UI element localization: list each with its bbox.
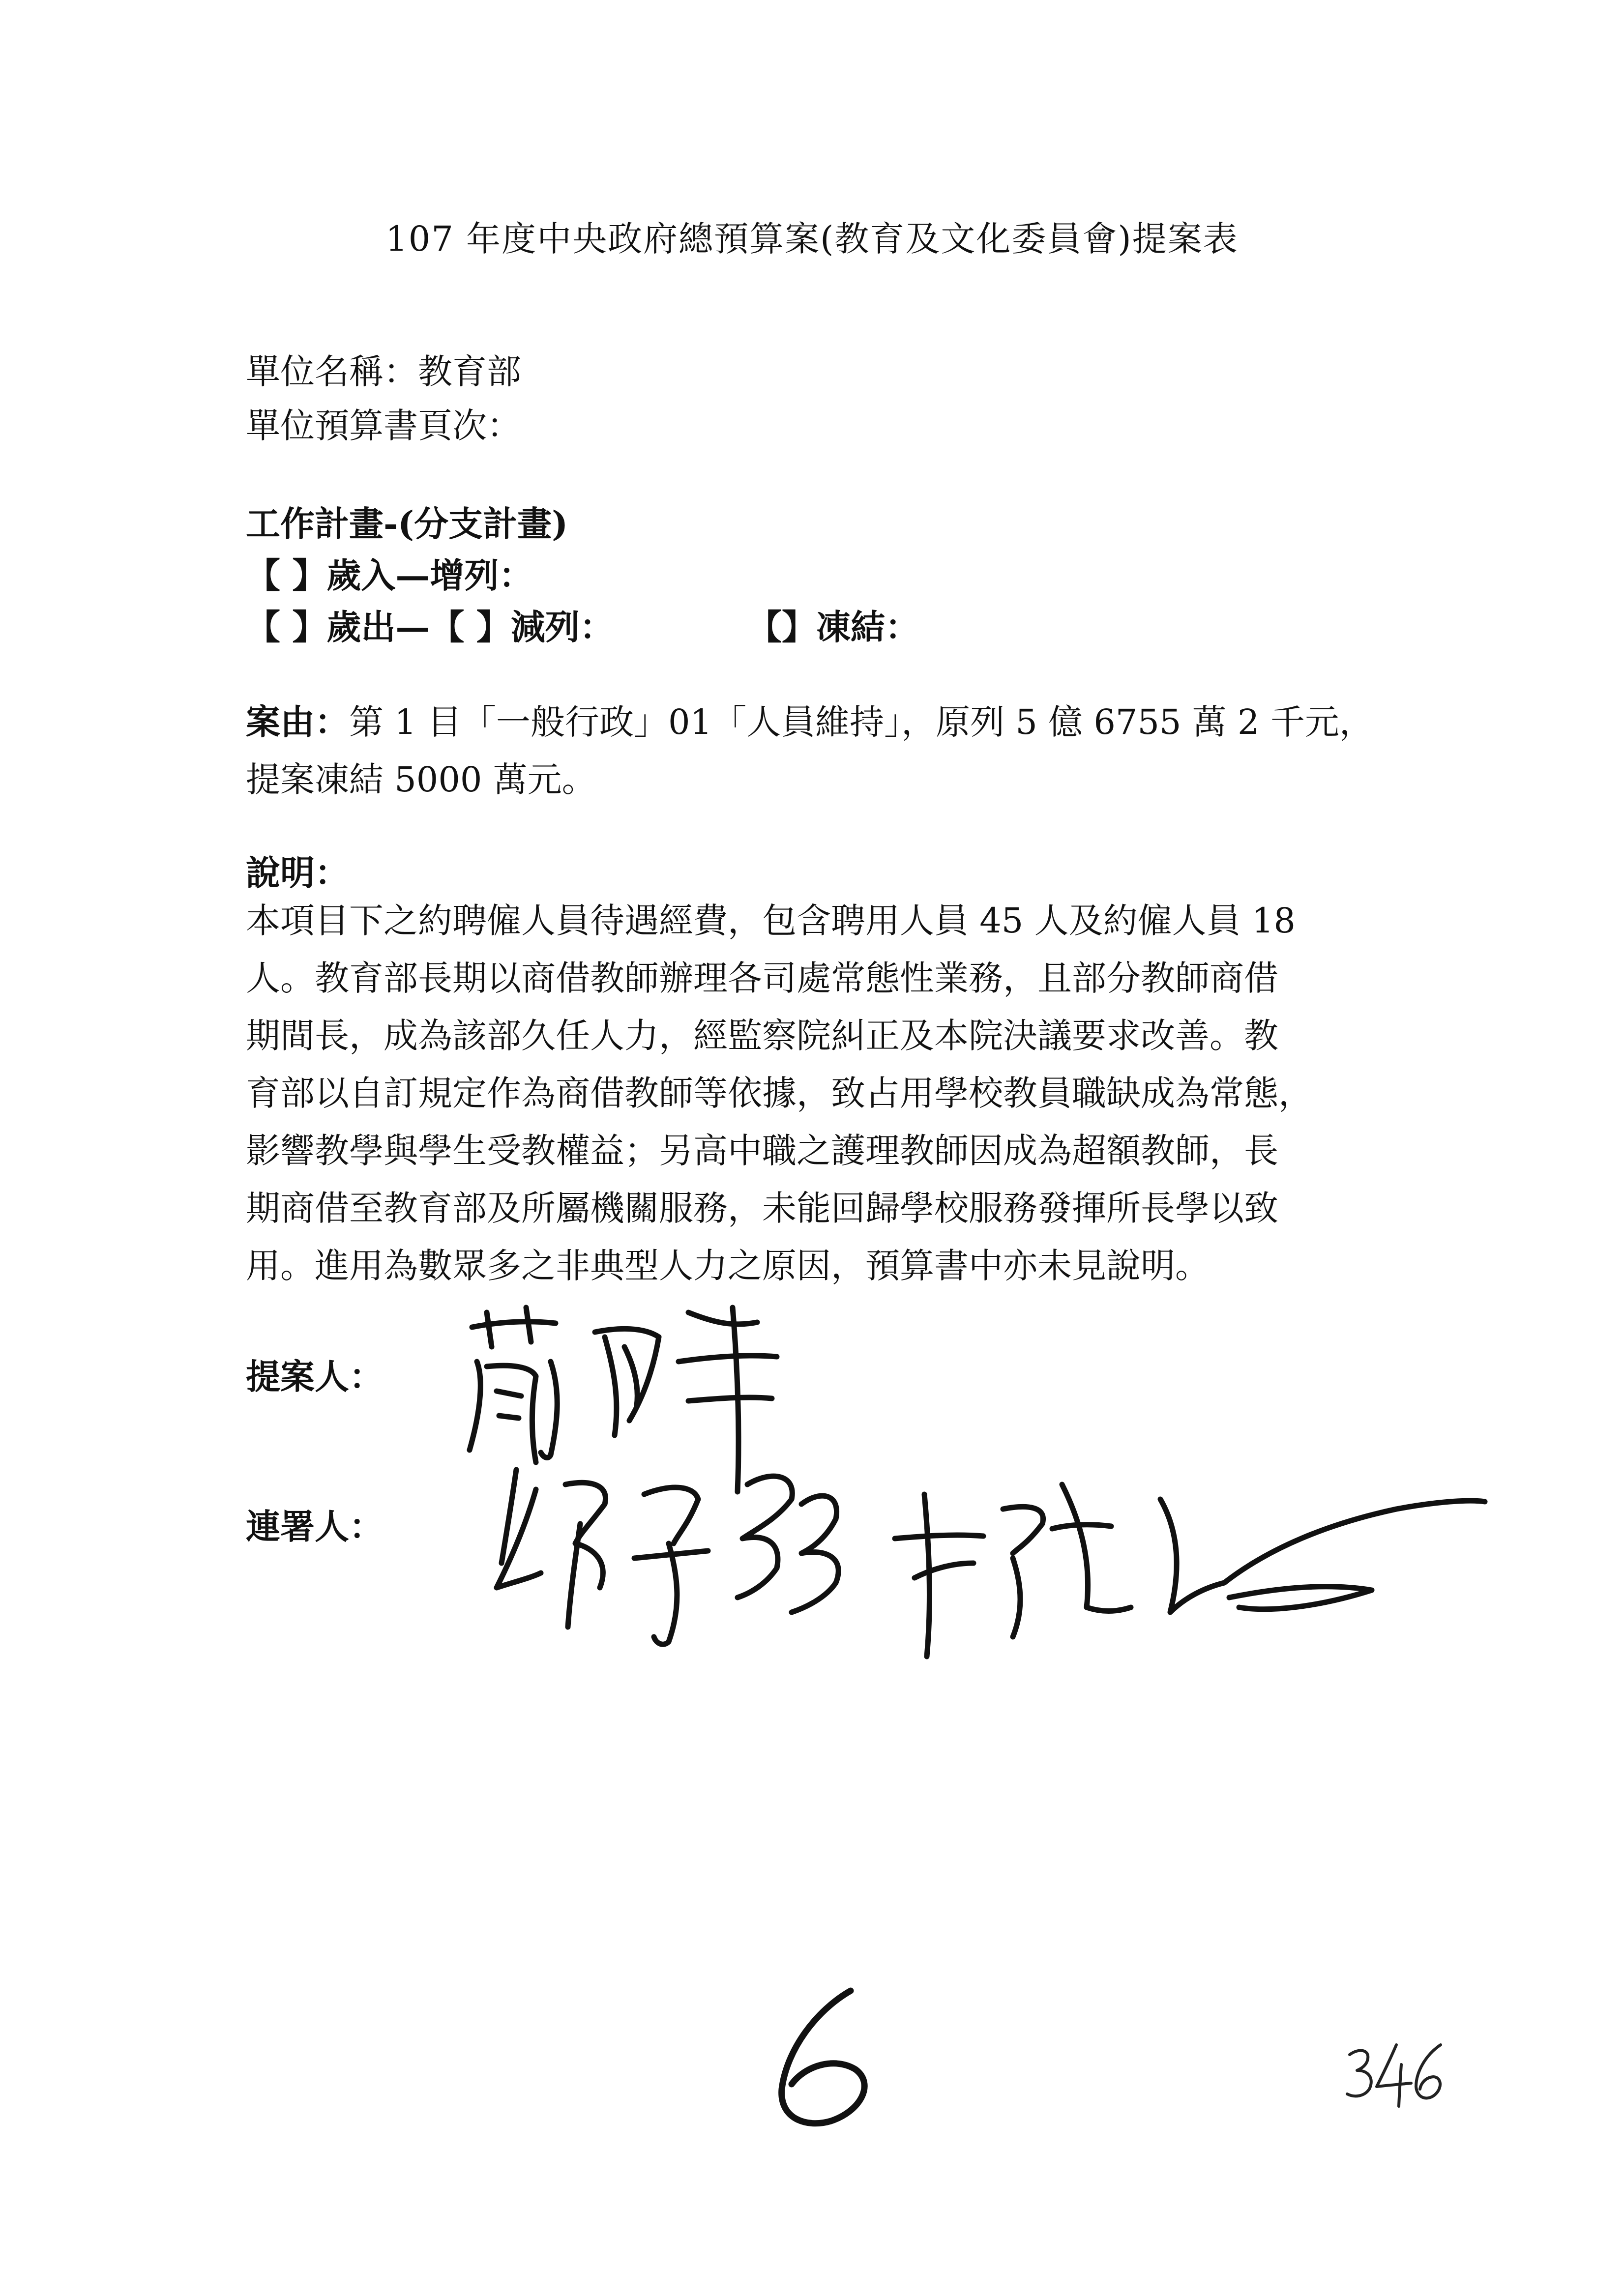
cosigner-signatures bbox=[482, 1450, 1490, 1671]
work-plan: 工作計畫-(分支計畫) bbox=[246, 503, 568, 544]
case-text-1: 第 1 目「一般行政」01「人員維持」，原列 5 億 6755 萬 2 千元， bbox=[349, 702, 1374, 742]
unit-name: 單位名稱：教育部 bbox=[246, 351, 521, 392]
case-section bbox=[246, 693, 1426, 809]
case-line-2: 提案凍結 5000 萬元。 bbox=[246, 759, 596, 800]
explain-line: 期間長，成為該部久任人力，經監察院糾正及本院決議要求改善。教 bbox=[246, 1016, 1278, 1056]
explain-label: 說明： bbox=[246, 852, 349, 893]
case-label: 案由： bbox=[246, 701, 349, 742]
handwritten-number-6 bbox=[757, 1976, 885, 2135]
explain-line: 期商借至教育部及所屬機關服務，未能回歸學校服務發揮所長學以致 bbox=[246, 1188, 1278, 1228]
case-line-1 bbox=[246, 693, 1426, 751]
document-title: 107 年度中央政府總預算案(教育及文化委員會)提案表 bbox=[385, 219, 1239, 259]
explain-line: 本項目下之約聘僱人員待遇經費，包含聘用人員 45 人及約僱人員 18 bbox=[246, 901, 1296, 941]
explain-line: 影響教學與學生受教權益；另高中職之護理教師因成為超額教師，長 bbox=[246, 1131, 1278, 1171]
expense-line: 【 】歲出—【 】減列： bbox=[246, 607, 614, 647]
budget-page-ref: 單位預算書頁次： bbox=[246, 406, 521, 446]
explain-line: 育部以自訂規定作為商借教師等依據，致占用學校教員職缺成為常態， bbox=[246, 1073, 1313, 1113]
cosigner-label: 連署人： bbox=[246, 1506, 384, 1547]
explain-body bbox=[246, 892, 1426, 1295]
explain-line: 人。教育部長期以商借教師辦理各司處常態性業務，且部分教師商借 bbox=[246, 958, 1278, 998]
freeze-line: 【】凍結： bbox=[747, 607, 919, 647]
revenue-line: 【 】歲入—增列： bbox=[246, 555, 533, 596]
handwritten-page-number bbox=[1342, 2035, 1450, 2116]
explain-line: 用。進用為數眾多之非典型人力之原因，預算書中亦未見說明。 bbox=[246, 1246, 1210, 1286]
proposer-label: 提案人： bbox=[246, 1356, 384, 1397]
